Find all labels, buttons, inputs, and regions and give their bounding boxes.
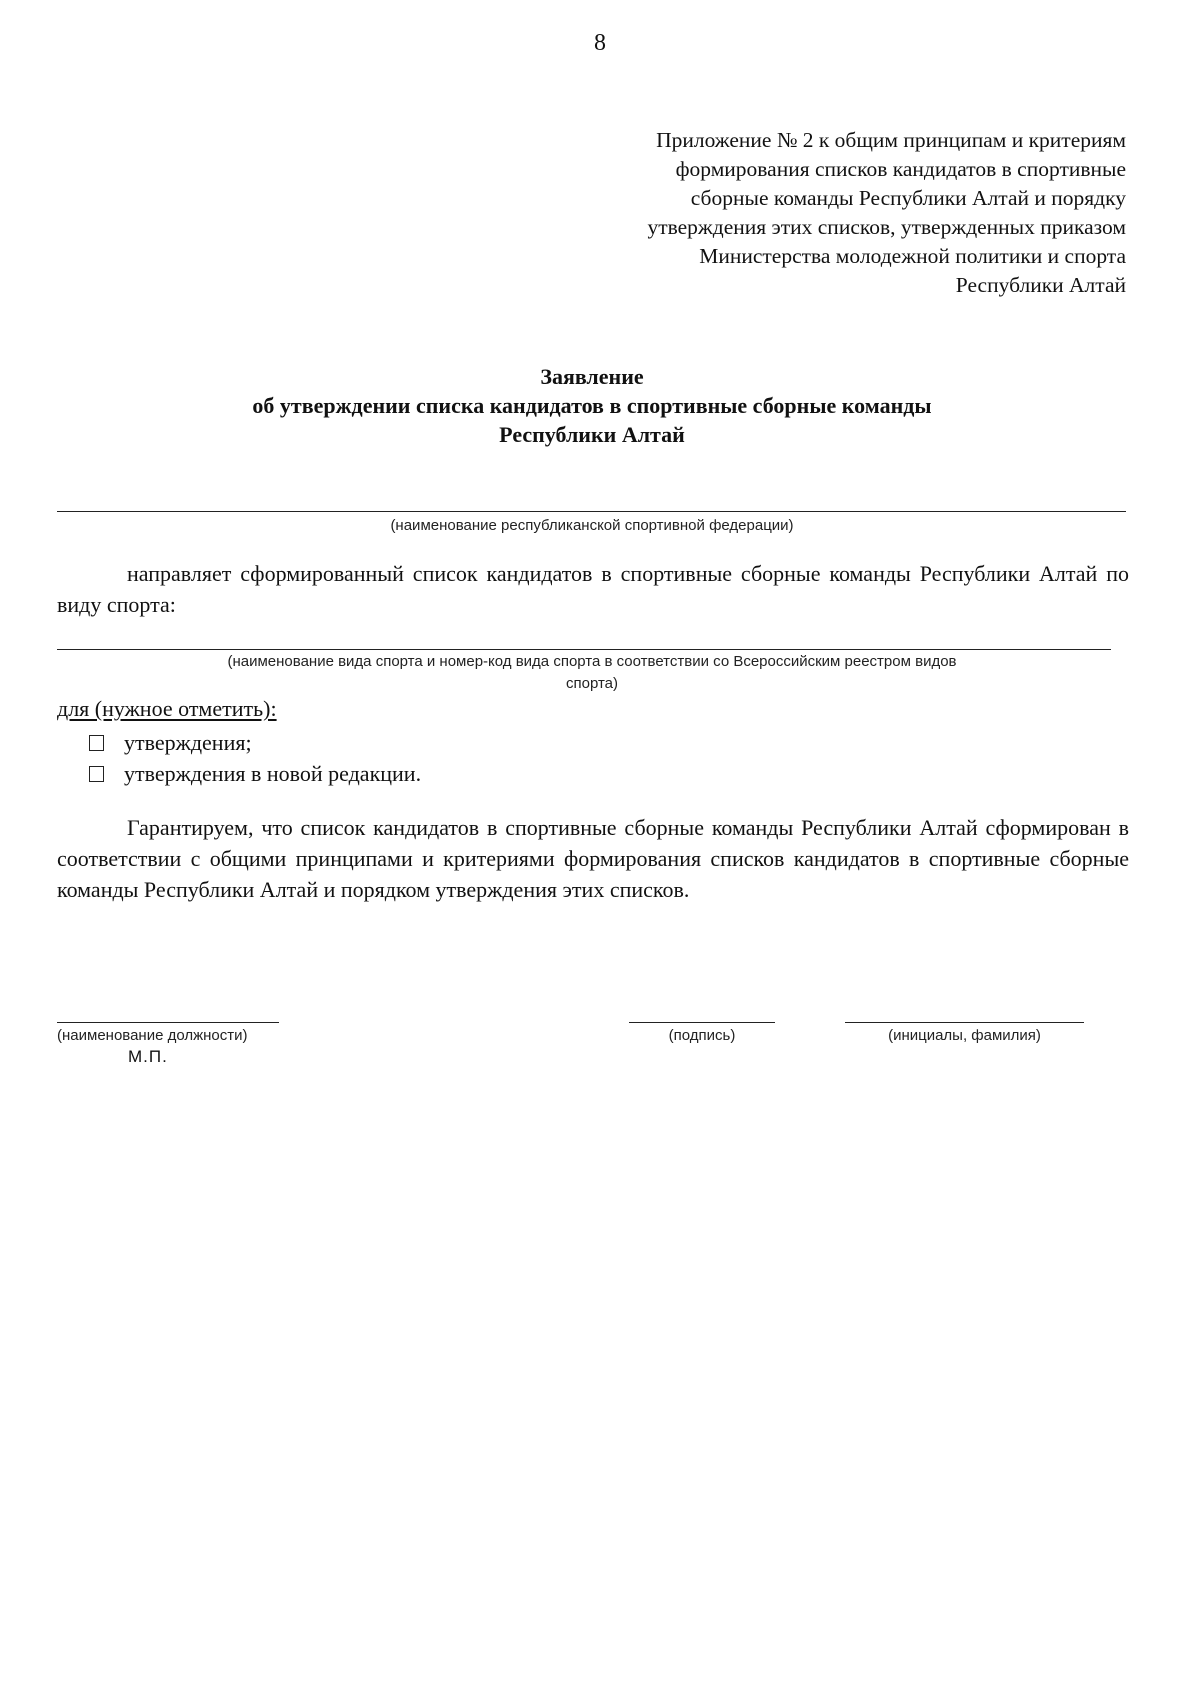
name-field-line[interactable]: [845, 1022, 1084, 1023]
choice-label: для (нужное отметить):: [57, 696, 277, 721]
title-line-3: Республики Алтай: [499, 422, 685, 447]
signature-caption: (подпись): [668, 1027, 736, 1044]
federation-field-line[interactable]: [57, 511, 1126, 512]
guarantee-paragraph: Гарантируем, что список кандидатов в спортивные сборные команды Республики Алтай сформирован в соответствии с общими принципами и критериями формирования списков кандидатов в спортивные сборные команды Республики Алтай и порядком утверждения этих списков.: [57, 815, 1129, 902]
sport-caption-line-1: (наименование вида спорта и номер-код вида спорта в соответствии со Всероссийским реестром видов: [227, 653, 957, 670]
sends-paragraph: направляет сформированный список кандидатов в спортивные сборные команды Республики Алтай по виду спорта:: [57, 561, 1129, 617]
appendix-note: [647, 126, 1126, 300]
document-title: [0, 362, 1184, 449]
position-field-line[interactable]: [57, 1022, 279, 1023]
appendix-line: Республики Алтай: [955, 273, 1126, 297]
stamp-mark: М.П.: [128, 1047, 168, 1066]
sport-caption-line-2: спорта): [565, 675, 619, 692]
appendix-line: формирования списков кандидатов в спортивные: [675, 157, 1126, 181]
option-approval[interactable]: [89, 730, 252, 756]
appendix-line: утверждения этих списков, утвержденных приказом: [647, 215, 1126, 239]
checkbox[interactable]: [89, 766, 104, 782]
appendix-line: Министерства молодежной политики и спорта: [699, 244, 1126, 268]
name-caption: (инициалы, фамилия): [888, 1027, 1041, 1044]
title-line-2: об утверждении списка кандидатов в спортивные сборные команды: [252, 393, 932, 418]
signature-field-line[interactable]: [629, 1022, 775, 1023]
page-number: 8: [594, 30, 606, 56]
appendix-line: Приложение № 2 к общим принципам и критериям: [656, 128, 1126, 152]
appendix-line: сборные команды Республики Алтай и порядку: [690, 186, 1126, 210]
option-approval-new-edition[interactable]: [89, 761, 421, 787]
checkbox[interactable]: [89, 735, 104, 751]
sport-field-line[interactable]: [57, 649, 1111, 650]
federation-caption: (наименование республиканской спортивной федерации): [390, 517, 794, 534]
option-label: утверждения;: [124, 730, 252, 755]
option-label: утверждения в новой редакции.: [124, 761, 422, 786]
position-caption: (наименование должности): [57, 1027, 248, 1044]
title-line-1: Заявление: [540, 364, 644, 389]
